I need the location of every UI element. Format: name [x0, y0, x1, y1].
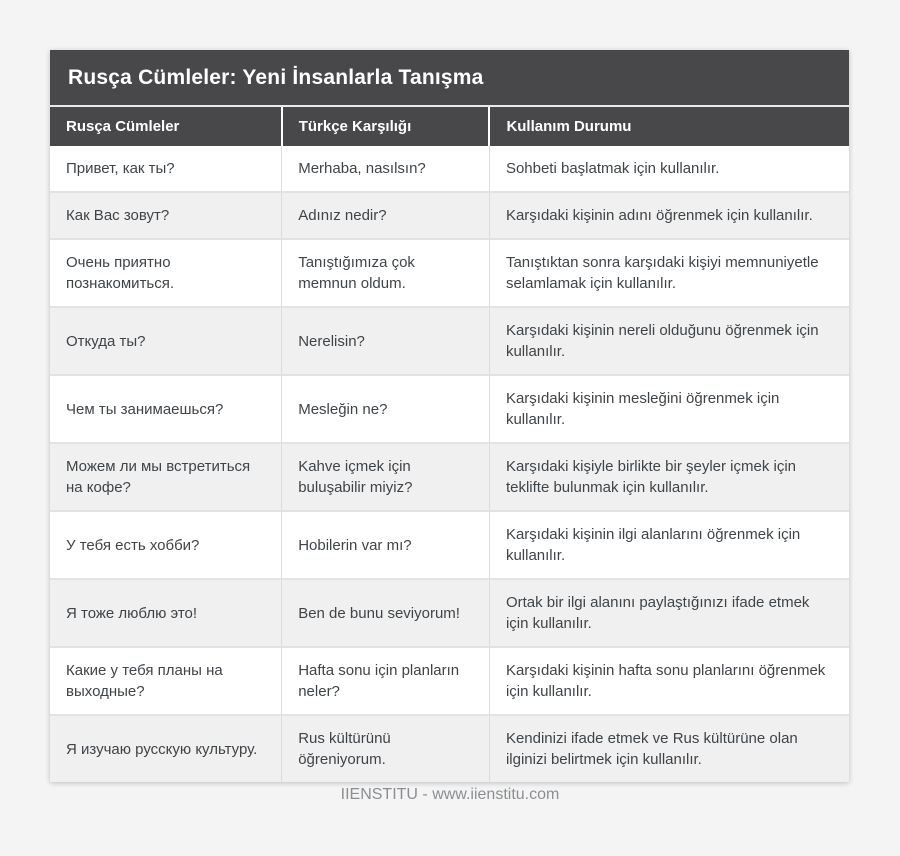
cell-turkish: Hobilerin var mı? [282, 511, 490, 579]
cell-usage: Karşıdaki kişinin mesleğini öğrenmek için kullanılır. [489, 375, 849, 443]
table-row [50, 511, 849, 579]
table-row [50, 715, 849, 782]
cell-usage: Karşıdaki kişiyle birlikte bir şeyler içmek için teklifte bulunmak için kullanılır. [489, 443, 849, 511]
table-header-row [50, 107, 849, 146]
cell-russian: Можем ли мы встретиться на кофе? [50, 443, 282, 511]
cell-turkish: Tanıştığımıza çok memnun oldum. [282, 239, 490, 307]
cell-usage: Sohbeti başlatmak için kullanılır. [489, 146, 849, 192]
cell-usage: Karşıdaki kişinin hafta sonu planlarını öğrenmek için kullanılır. [489, 647, 849, 715]
cell-russian: Привет, как ты? [66, 160, 175, 177]
cell-russian: Очень приятно познакомиться. [50, 239, 282, 307]
cell-turkish: Merhaba, nasılsın? [282, 146, 490, 192]
footer-credit: IIENSTITU - www.iienstitu.com [340, 786, 560, 803]
cell-usage: Ortak bir ilgi alanını paylaştığınızı ifade etmek için kullanılır. [489, 579, 849, 647]
phrases-table [50, 107, 849, 782]
cell-russian: Я тоже люблю это! [50, 579, 282, 647]
cell-turkish: Rus kültürünü öğreniyorum. [282, 715, 490, 782]
cell-russian: Чем ты занимаешься? [50, 375, 282, 443]
table-row [50, 192, 849, 239]
column-header-usage: Kullanım Durumu [489, 107, 849, 146]
cell-turkish: Ben de bunu seviyorum! [282, 579, 490, 647]
table-row [50, 647, 849, 715]
cell-russian: Какие у тебя планы на выходные? [50, 647, 282, 715]
column-header-turkish: Türkçe Karşılığı [282, 107, 490, 146]
cell-russian: Откуда ты? [50, 307, 282, 375]
cell-turkish: Nerelisin? [282, 307, 490, 375]
cell-russian: Как Вас зовут? [50, 192, 282, 239]
cell-usage: Karşıdaki kişinin ilgi alanlarını öğrenmek için kullanılır. [489, 511, 849, 579]
title-bar [50, 50, 849, 107]
cell-usage: Kendinizi ifade etmek ve Rus kültürüne olan ilginizi belirtmek için kullanılır. [489, 715, 849, 782]
cell-usage: Karşıdaki kişinin nereli olduğunu öğrenmek için kullanılır. [489, 307, 849, 375]
cell-turkish: Mesleğin ne? [282, 375, 490, 443]
table-row [50, 579, 849, 647]
cell-usage: Tanıştıktan sonra karşıdaki kişiyi memnuniyetle selamlamak için kullanılır. [489, 239, 849, 307]
cell-turkish: Adınız nedir? [282, 192, 490, 239]
cell-russian: Я изучаю русскую культуру. [50, 715, 282, 782]
phrase-table-card [50, 50, 849, 782]
table-row [50, 239, 849, 307]
page-title: Rusça Cümleler: Yeni İnsanlarla Tanışma [68, 66, 484, 89]
cell-usage: Karşıdaki kişinin adını öğrenmek için kullanılır. [489, 192, 849, 239]
cell-turkish: Hafta sonu için planların neler? [282, 647, 490, 715]
column-header-russian: Rusça Cümleler [50, 107, 282, 146]
table-row [50, 146, 849, 192]
cell-turkish: Kahve içmek için buluşabilir miyiz? [282, 443, 490, 511]
table-row [50, 375, 849, 443]
table-row [50, 443, 849, 511]
table-row [50, 307, 849, 375]
cell-russian: У тебя есть хобби? [50, 511, 282, 579]
